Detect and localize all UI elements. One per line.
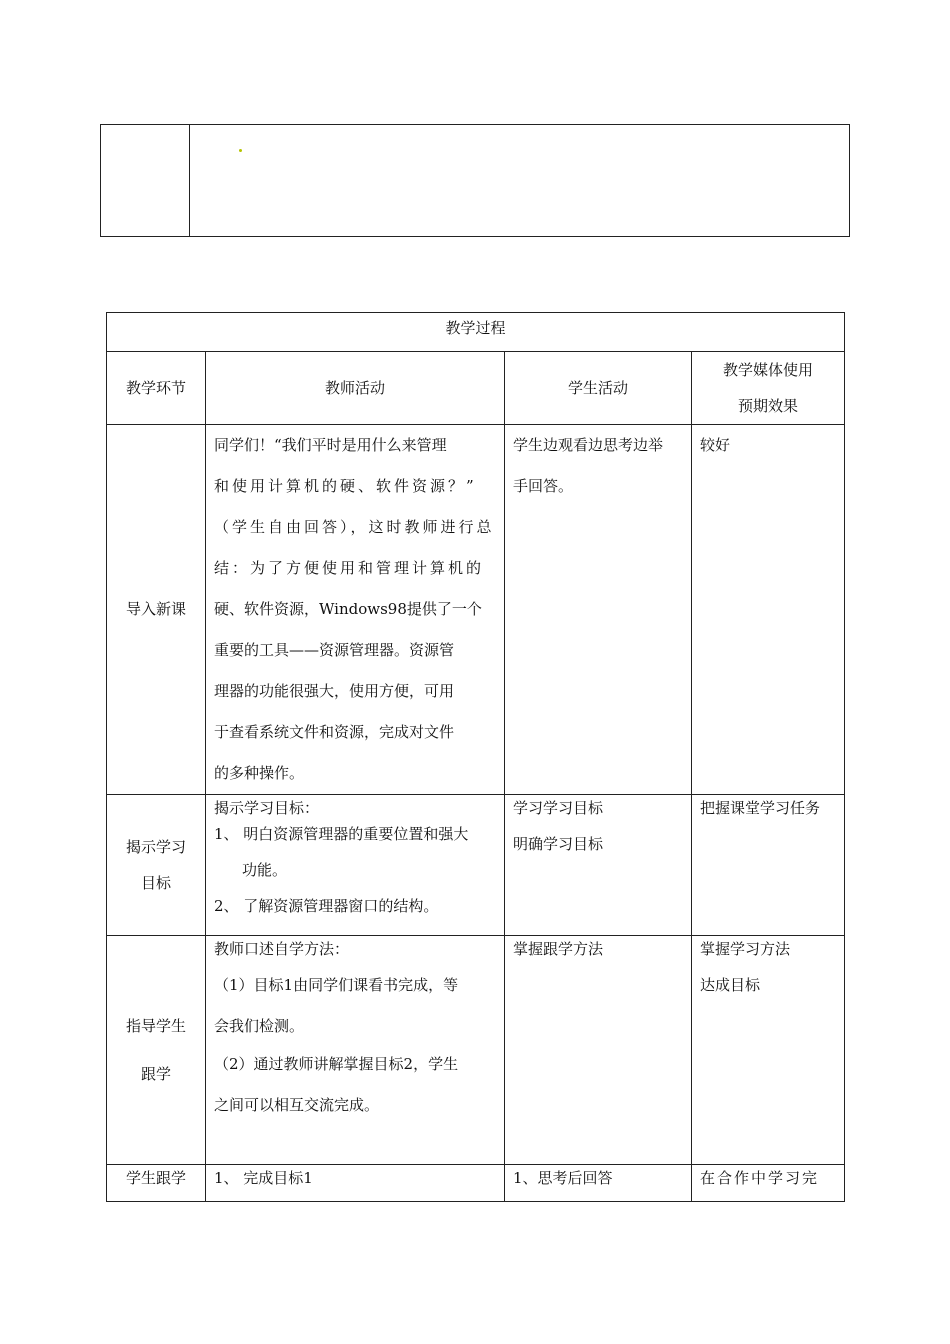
header-stage: 教学环节 [107,352,206,425]
text-line: 在合作中学习完 [700,1169,820,1187]
text-line: 重要的工具——资源管理器。资源管 [214,641,455,659]
table-row [107,795,845,936]
student-activity-cell [505,425,692,795]
text-line: 手回答。 [513,477,574,495]
text-line: 结：为了方便使用和管理计算机的 [214,559,485,577]
text-line: 和使用计算机的硬、软件资源？” [214,477,477,495]
text-line: 1、 完成目标1 [214,1169,313,1187]
text-line: （学生自由回答），这时教师进行总 [214,518,495,536]
text-line: 理器的功能很强大，使用方便，可用 [214,682,455,700]
student-activity-cell [505,1165,692,1202]
text-line: 之间可以相互交流完成。 [214,1096,380,1114]
header-media-line1: 教学媒体使用 [723,361,814,379]
text-line: 同学们！“我们平时是用什么来管理 [214,436,447,454]
text-line: 功能。 [242,861,288,879]
text-line: 揭示学习目标： [214,799,320,817]
text-line: 1、 明白资源管理器的重要位置和强大 [214,825,469,843]
text-line: 掌握跟学方法 [513,940,604,958]
teacher-activity-cell [206,795,505,936]
text-line: （2）通过教师讲解掌握目标2，学生 [214,1055,459,1073]
media-effect-cell [692,1165,845,1202]
stage-cell: 学生跟学 [107,1165,206,1202]
text-line: 把握课堂学习任务 [700,799,821,817]
speck-mark [239,149,242,152]
stage-cell: 导入新课 [107,425,206,795]
text-line: 揭示学习 [125,838,186,856]
text-line: 的多种操作。 [214,764,305,782]
top-info-table [100,124,850,237]
text-line: （1）目标1由同学们课看书完成，等 [214,976,459,994]
table-row [107,425,845,795]
teacher-activity-cell [206,425,505,795]
text-line: 2、 了解资源管理器窗口的结构。 [214,897,439,915]
media-effect-cell [692,795,845,936]
media-effect-cell [692,425,845,795]
student-activity-cell [505,936,692,1165]
stage-cell [107,936,206,1165]
text-line: 较好 [700,436,731,454]
table-row [107,936,845,1165]
teacher-activity-cell [206,1165,505,1202]
text-line: 明确学习目标 [513,835,604,853]
header-student: 学生活动 [505,352,692,425]
teaching-process-table [106,312,845,1202]
text-line: 学习学习目标 [513,799,604,817]
text-line: 目标 [140,874,171,892]
text-line: 硬、软件资源，Windows98提供了一个 [214,600,482,618]
text-line: 达成目标 [700,976,761,994]
text-line: 学生边观看边思考边举 [513,436,664,454]
top-table-divider [189,125,190,236]
text-line: 跟学 [140,1065,171,1083]
header-media [692,352,845,425]
stage-cell [107,795,206,936]
header-teacher: 教师活动 [206,352,505,425]
student-activity-cell [505,795,692,936]
text-line: 指导学生 [125,1017,186,1035]
table-row [107,1165,845,1202]
text-line: 掌握学习方法 [700,940,791,958]
text-line: 于查看系统文件和资源，完成对文件 [214,723,455,741]
text-line: 教师口述自学方法： [214,940,350,958]
text-line: 1、思考后回答 [513,1169,613,1187]
media-effect-cell [692,936,845,1165]
teacher-activity-cell [206,936,505,1165]
header-media-line2: 预期效果 [738,397,799,415]
text-line: 会我们检测。 [214,1017,305,1035]
table-title: 教学过程 [107,313,845,352]
